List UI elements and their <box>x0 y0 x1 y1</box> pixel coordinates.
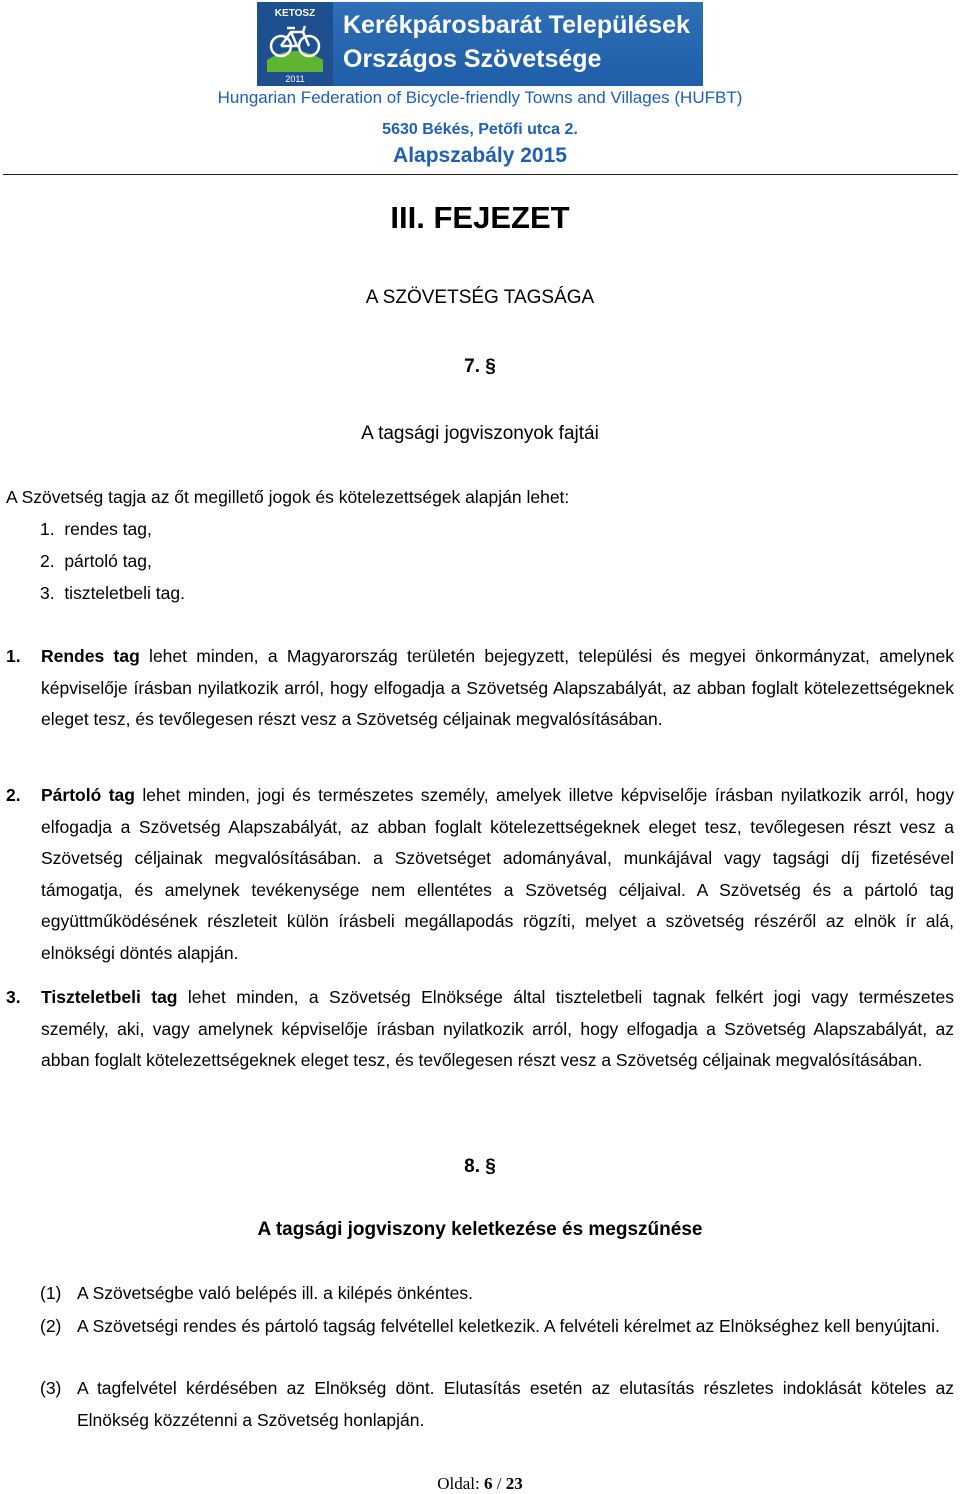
subtitle-english: Hungarian Federation of Bicycle-friendly Towns and Villages (HUFBT) <box>217 88 743 107</box>
list-item: 3. tiszteletbeli tag. <box>40 583 185 603</box>
logo-text: KETOSZ <box>274 8 316 19</box>
section-7-number: 7. § <box>464 356 496 377</box>
organization-title <box>343 8 690 76</box>
paragraph-honorary-member <box>41 982 954 1077</box>
term-supporting-member: Pártoló tag <box>41 785 135 805</box>
paragraph-text: lehet minden, a Szövetség Elnöksége által tiszteletbeli tagnak felkért jogi vagy természetes személy, aki, vagy amelynek képviselője írásban nyilatkozik arról, hogy elfogadja a Szövetség Alapszabályát, az abban foglalt kötelezettségeknek eleget tesz, és tevőlegesen részt vesz a Szövetség céljainak megvalósításában. <box>41 987 954 1070</box>
section-7-title: A tagsági jogviszonyok fajtái <box>361 423 599 444</box>
term-regular-member: Rendes tag <box>41 646 140 666</box>
bicycle-icon <box>257 2 333 86</box>
page-label: Oldal: <box>437 1474 480 1493</box>
section-8-item: A Szövetségi rendes és pártoló tagság felvétellel keletkezik. A felvételi kérelmet az Elnökséghez kell benyújtani. <box>77 1316 940 1336</box>
section-7-intro: A Szövetség tagja az őt megillető jogok és kötelezettségek alapján lehet: <box>6 487 570 507</box>
header-divider <box>3 174 958 175</box>
item-number: (2) <box>40 1316 62 1336</box>
section-8-number: 8. § <box>464 1156 496 1177</box>
section-8-item: A Szövetségbe való belépés ill. a kilépés önkéntes. <box>77 1283 473 1303</box>
list-item: 2. pártoló tag, <box>40 551 152 571</box>
ketosz-logo <box>257 2 333 86</box>
list-item: 1. rendes tag, <box>40 519 152 539</box>
page-number <box>0 1474 960 1494</box>
organization-title-line2: Országos Szövetsége <box>343 45 602 73</box>
logo-year: 2011 <box>285 74 305 84</box>
paragraph-number: 3. <box>6 987 21 1007</box>
document-name: Alapszabály 2015 <box>393 144 567 167</box>
page-current: 6 <box>484 1474 493 1493</box>
term-honorary-member: Tiszteletbeli tag <box>41 987 178 1007</box>
item-number: (3) <box>40 1378 62 1398</box>
section-8-title: A tagsági jogviszony keletkezése és megszűnése <box>257 1219 703 1240</box>
paragraph-supporting-member <box>41 780 954 969</box>
paragraph-regular-member <box>41 641 954 736</box>
organization-title-line1: Kerékpárosbarát Települések <box>343 11 690 39</box>
paragraph-number: 1. <box>6 646 21 666</box>
paragraph-text: lehet minden, a Magyarország területén bejegyzett, települési és megyei önkormányzat, amelynek képviselője írásban nyilatkozik arról, hogy elfogadja a Szövetség Alapszabályát, az abban foglalt kötelezettségeknek eleget tesz, és tevőlegesen részt vesz a Szövetség céljainak megvalósításában. <box>41 646 954 729</box>
section-8-item: A tagfelvétel kérdésében az Elnökség dönt. Elutasítás esetén az elutasítás részletes indoklását köteles az Elnökség közzétenni a Szövetség honlapján. <box>77 1378 954 1430</box>
paragraph-number: 2. <box>6 785 21 805</box>
header-banner <box>257 2 703 86</box>
paragraph-text: lehet minden, jogi és természetes személy, amelyek illetve képviselője írásban nyilatkozik arról, hogy elfogadja a Szövetség Alapszabályát, az abban foglalt kötelezettségeknek eleget tesz, tevőlegesen részt vesz a Szövetség céljainak megvalósításában. a Szövetséget adományával, munkájával vagy tagsági díj fizetésével támogatja, és amelynek tevékenysége nem ellentétes a Szövetség céljaival. A Szövetség és a pártoló tag együttműködésének részleteit külön írásbeli megállapodás rögzíti, melyet a szövetség részéről az elnök ír alá, elnökségi döntés alapján. <box>41 785 954 963</box>
page-separator: / <box>492 1474 506 1493</box>
chapter-subtitle: A SZÖVETSÉG TAGSÁGA <box>365 287 595 308</box>
page-total: 23 <box>505 1474 523 1493</box>
chapter-title: III. FEJEZET <box>390 200 570 235</box>
item-number: (1) <box>40 1283 62 1303</box>
address: 5630 Békés, Petőfi utca 2. <box>382 121 578 138</box>
